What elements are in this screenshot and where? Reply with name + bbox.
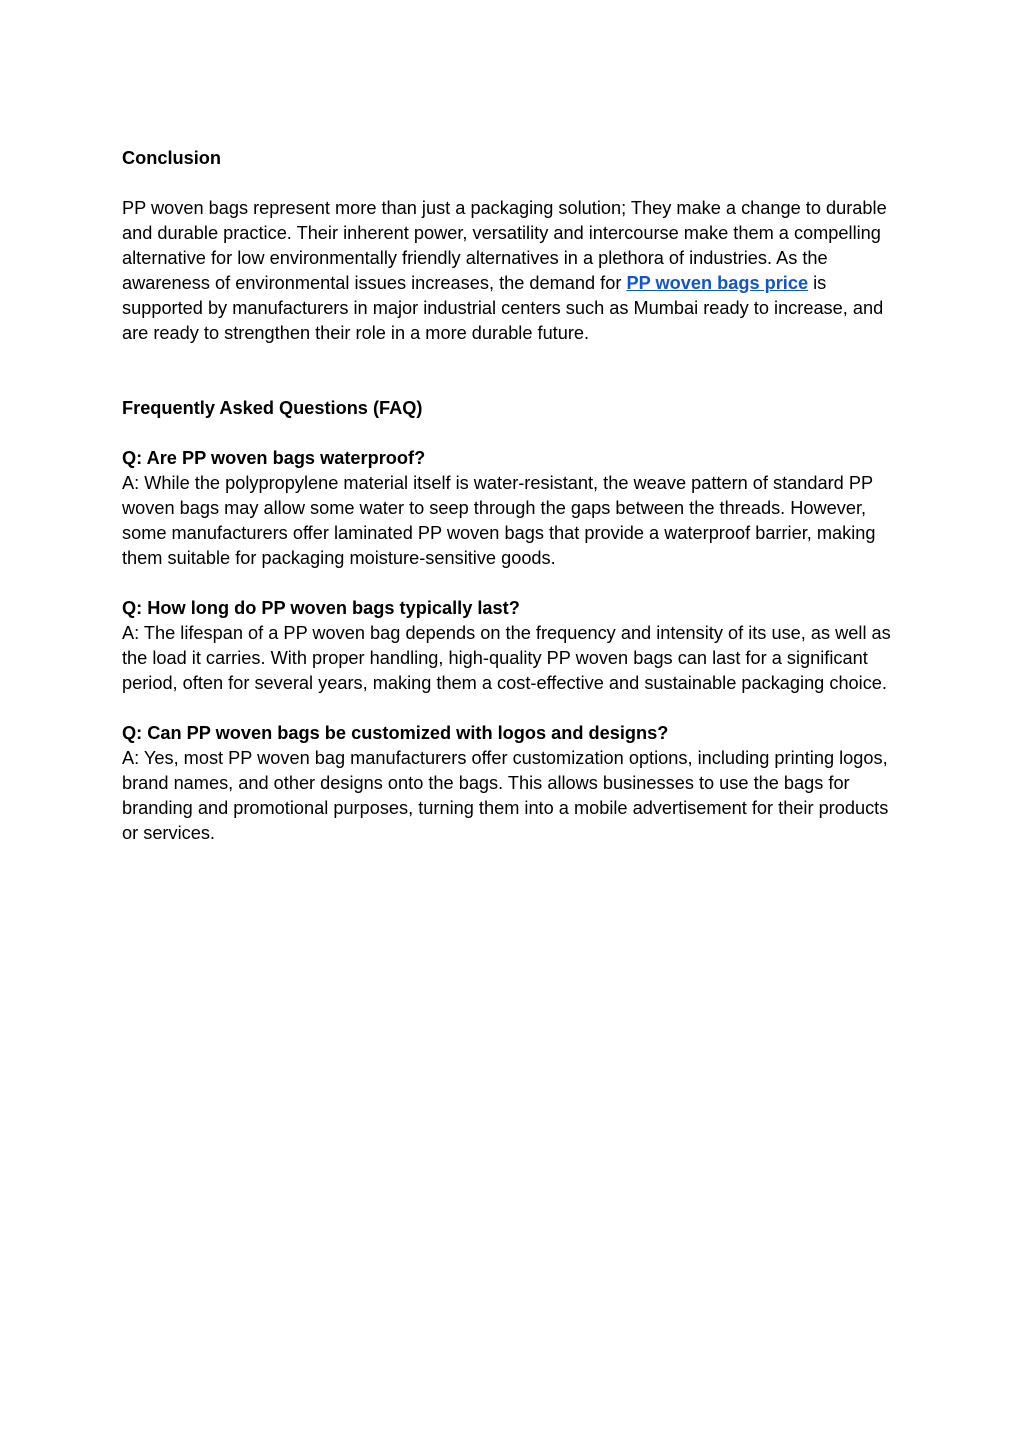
document-page <box>122 146 902 846</box>
faq-question: Q: How long do PP woven bags typically last? <box>122 598 520 618</box>
faq-item <box>122 721 902 846</box>
spacer <box>122 346 902 396</box>
spacer <box>122 171 902 196</box>
pp-woven-bags-price-link[interactable]: PP woven bags price <box>626 273 809 293</box>
spacer <box>122 421 902 446</box>
faq-question: Q: Can PP woven bags be customized with logos and designs? <box>122 723 669 743</box>
faq-answer: A: While the polypropylene material itself is water-resistant, the weave pattern of standard PP woven bags may allow some water to seep through the gaps between the threads. However, some manufacturers offer laminated PP woven bags that provide a waterproof barrier, making them suitable for packaging moisture-sensitive goods. <box>122 473 876 568</box>
faq-answer: A: Yes, most PP woven bag manufacturers offer customization options, including printing logos, brand names, and other designs onto the bags. This allows businesses to use the bags for branding and promotional purposes, turning them into a mobile advertisement for their products or services. <box>122 748 889 843</box>
faq-question: Q: Are PP woven bags waterproof? <box>122 448 426 468</box>
conclusion-heading: Conclusion <box>122 148 222 168</box>
faq-item <box>122 446 902 571</box>
spacer <box>122 571 902 596</box>
faq-answer: A: The lifespan of a PP woven bag depends on the frequency and intensity of its use, as well as the load it carries. With proper handling, high-quality PP woven bags can last for a significant period, often for several years, making them a cost-effective and sustainable packaging choice. <box>122 623 891 693</box>
spacer <box>122 696 902 721</box>
conclusion-text-before-link: PP woven bags represent more than just a packaging solution; They make a change to durable and durable practice. Their inherent power, versatility and intercourse make them a compelling alternative for low environmentally friendly alternatives in a plethora of industries. As the awareness of environmental issues increases, the demand for <box>122 198 887 293</box>
faq-item <box>122 596 902 696</box>
faq-heading: Frequently Asked Questions (FAQ) <box>122 398 423 418</box>
conclusion-paragraph <box>122 196 902 346</box>
conclusion-text-after-link: is supported by manufacturers in major industrial centers such as Mumbai ready to increase, and are ready to strengthen their role in a more durable future. <box>122 273 884 343</box>
